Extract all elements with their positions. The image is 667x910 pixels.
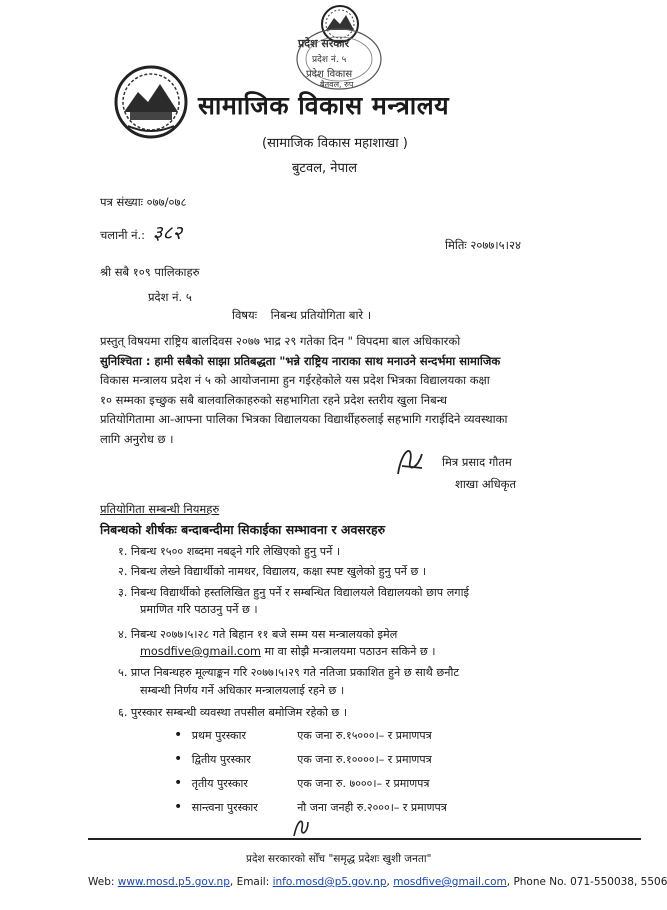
office-stamp [284,24,394,94]
prize-row [174,775,429,791]
prize-detail: एक जना रु. ७०००।– र प्रमाणपत्र [297,777,430,790]
dispatch-number-value: ३८२ [152,222,183,244]
body-line-6: लागि अनुरोध छ । [100,431,174,446]
dispatch-number-label: चलानी नं.: [100,228,146,242]
letter-number [100,196,186,210]
prize-rank: सान्त्वना पुरस्कार [191,801,258,814]
body-line-5: प्रतियोगितामा आ-आफ्ना पालिका भित्रका विद्यालयका विद्यार्थीहरुलाई सहभागि गराईदिने व्यवस्थाका [100,412,508,426]
subject-text: निबन्ध प्रतियोगिता बारे । [270,308,372,322]
bullet-icon: • [174,799,183,815]
footer-web-link[interactable]: www.mosd.p5.gov.np [117,876,230,888]
body-line-3: विकास मन्त्रालय प्रदेश नं ५ को आयोजनामा हुन गईरहेकोले यस प्रदेश भित्रका विद्यालयका कक्षा [100,373,490,387]
essay-title: निबन्धको शीर्षकः बन्दाबन्दीमा सिकाईका सम्भावना र अवसरहरु [100,522,386,537]
footer-email-label: Email: [236,876,270,888]
bullet-icon: • [174,775,183,791]
prize-detail: एक जना रु.१००००।– र प्रमाणपत्र [297,753,432,766]
footer-contact: Web: www.mosd.p5.gov.np, Email: info.mosd@p5.gov.np, mosdfive@gmail.com, Phone No. 071-550038, 5506 [88,876,667,888]
bullet-icon: • [174,751,183,767]
rule-item-6: ६. पुरस्कार सम्बन्धी व्यवस्था तपसील बमोजिम रहेको छ । [118,706,348,719]
stamp-line-2: प्रदेश नं. ५ [312,55,347,65]
dispatch-number [100,222,182,245]
body-line-1: प्रस्तुत् विषयमा राष्ट्रिय बालदिवस २०७७ भाद्र २९ गतेका दिन " विपदमा बाल अधिकारको [100,334,461,348]
stamp-line-3: प्रदेश विकास [306,69,353,80]
footer-phone-value: 071-550038, 5506 [570,876,667,888]
nepal-emblem-left-icon [110,64,192,140]
body-line-4: १० सम्मका इच्छुक सबै बालवालिकाहरुको सहभागिता रहने प्रदेश स्तरीय खुला निबन्ध [100,392,447,407]
office-location: बुटवल, नेपाल [292,161,358,176]
rule-item-5-cont: सम्बन्धी निर्णय गर्ने अधिकार मन्त्रालयलाई रहने छ । [140,684,345,697]
footer-email-link-2[interactable]: mosdfive@gmail.com [393,876,507,888]
rule-item-3: ३. निबन्ध विद्यार्थीको हस्तलिखित हुनु पर्ने र सम्बन्धित विद्यालयले विद्यालयको छाप लगाई [118,586,469,599]
bullet-icon: • [174,727,183,743]
rules-heading: प्रतियोगिता सम्बन्धी नियमहरु [100,502,220,516]
date-value: २०७७।५।२४ [470,238,521,252]
recipient-line-2: प्रदेश नं. ५ [148,290,192,304]
footer-web-label: Web: [88,876,115,888]
footer-phone-label: Phone No. [513,876,567,888]
rule-item-4-cont [140,643,436,660]
rule-item-2: २. निबन्ध लेख्ने विद्यार्थीको नामथर, विद्यालय, कक्षा स्पष्ट खुलेको हुनु पर्ने छ । [118,565,427,578]
rule-item-4: ४. निबन्ध २०७७।५।२८ गते बिहान ११ बजे सम्म यस मन्त्रालयको इमेल [118,628,398,641]
letter-number-label: पत्र संख्याः [100,195,144,209]
prize-row [174,799,447,815]
prize-rank: तृतीय पुरस्कार [191,777,248,790]
footer-email-link-1[interactable]: info.mosd@p5.gov.np [272,876,387,888]
prize-rank: प्रथम पुरस्कार [191,729,246,742]
stamp-line-4: बैतवल, रुप [320,80,354,89]
letter-date [445,239,521,253]
rule-email-link[interactable]: mosdfive@gmail.com [140,645,261,658]
signatory-position: शाखा अधिकृत [455,477,517,491]
stamp-line-1: प्रदेश सरकार [298,37,350,50]
rule-item-1: १. निबन्ध १५०० शब्दमा नबढ्ने गरि लेखिएको हुनु पर्ने । [118,545,341,558]
body-paragraph [100,332,552,449]
subject-label: विषयः [232,308,258,322]
body-line-2: सुनिश्चिता : हामी सबैको साझा प्रतिबद्धता "भन्ने राष्ट्रिय नाराका साथ मनाउने सन्दर्भमा सामाजिक [100,353,501,368]
prize-rank: द्वितीय पुरस्कार [191,753,251,766]
rule-item-4-cont-text: मा वा सोझै मन्त्रालयमा पठाउन सकिने छ । [264,645,436,658]
date-label: मितिः [445,238,467,252]
rule-item-5: ५. प्राप्त निबन्धहरु मूल्याङ्कन गरि २०७७।५।२९ गते नतिजा प्रकाशित हुने छ साथै छनौट [118,666,459,679]
footer-motto: प्रदेश सरकारको सोँच "समृद्ध प्रदेशः खुशी जनता" [246,853,432,865]
recipient-line-1: श्री सबै १०९ पालिकाहरु [100,265,200,279]
ministry-title: सामाजिक विकास मन्त्रालय [198,91,450,120]
prize-detail: नौ जना जनही रु.२०००।– र प्रमाणपत्र [297,801,447,814]
subject-line [232,309,371,323]
footer-divider [88,838,641,840]
prize-detail: एक जना रु.१५०००।– र प्रमाणपत्र [297,729,432,742]
signatory-name: मित्र प्रसाद गौतम [442,455,512,469]
division-name: (सामाजिक विकास महाशाखा ) [262,136,408,151]
initial-mark-icon [290,814,312,840]
signature-scribble-icon [392,438,432,482]
letter-number-value: ०७७/०७८ [146,195,187,209]
prize-row [174,727,432,743]
rule-item-3-cont: प्रमाणित गरि पठाउनु पर्ने छ । [140,603,258,616]
prize-row [174,751,432,767]
